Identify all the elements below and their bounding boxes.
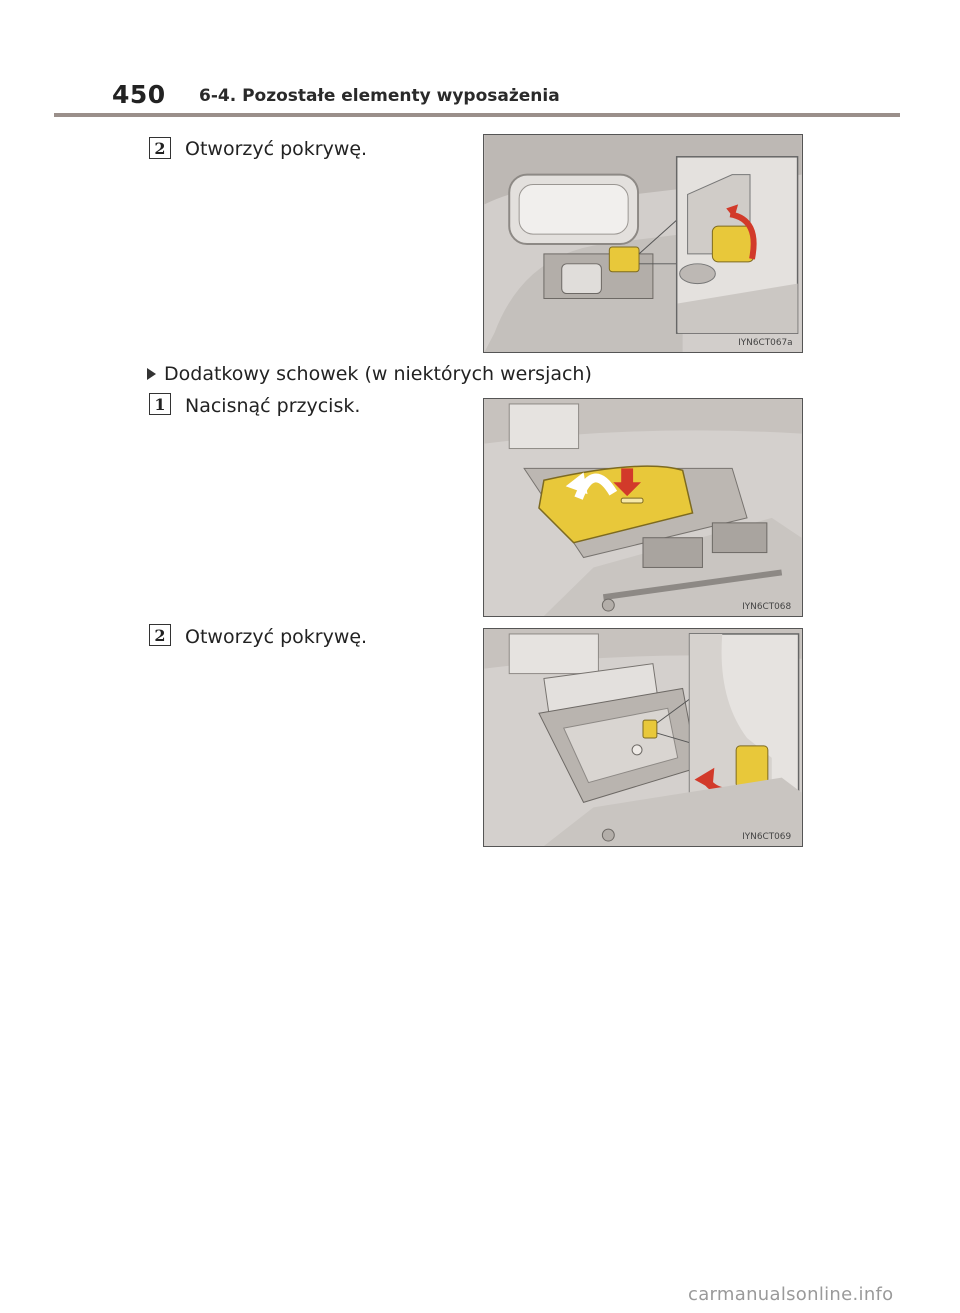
image-code: IYN6CT067a — [738, 338, 793, 349]
step-badge: 1 — [149, 393, 171, 415]
image-code: IYN6CT068 — [742, 602, 792, 613]
console-lid-svg — [484, 135, 802, 352]
watermark[interactable]: carmanualsonline.info — [688, 1284, 894, 1305]
image-code: IYN6CT069 — [742, 832, 792, 843]
step-badge: 2 — [149, 624, 171, 646]
illustration-compartment-open — [483, 628, 803, 847]
step-text: Otworzyć pokrywę. — [185, 626, 368, 648]
triangle-bullet-icon — [147, 368, 156, 380]
step-badge: 2 — [149, 137, 171, 159]
illustration-console-lid-open — [483, 134, 803, 353]
illustration-press-button — [483, 398, 803, 617]
step-text: Otworzyć pokrywę. — [185, 138, 368, 160]
section-title: 6-4. Pozostałe elementy wyposażenia — [199, 86, 560, 106]
subsection-heading — [147, 363, 592, 385]
compartment-open-svg — [484, 629, 802, 846]
page-number: 450 — [112, 80, 166, 109]
press-button-svg — [484, 399, 802, 616]
header-rule — [54, 113, 900, 117]
step-text: Nacisnąć przycisk. — [185, 395, 361, 417]
subsection-text: Dodatkowy schowek (w niektórych wersjach) — [164, 363, 592, 385]
